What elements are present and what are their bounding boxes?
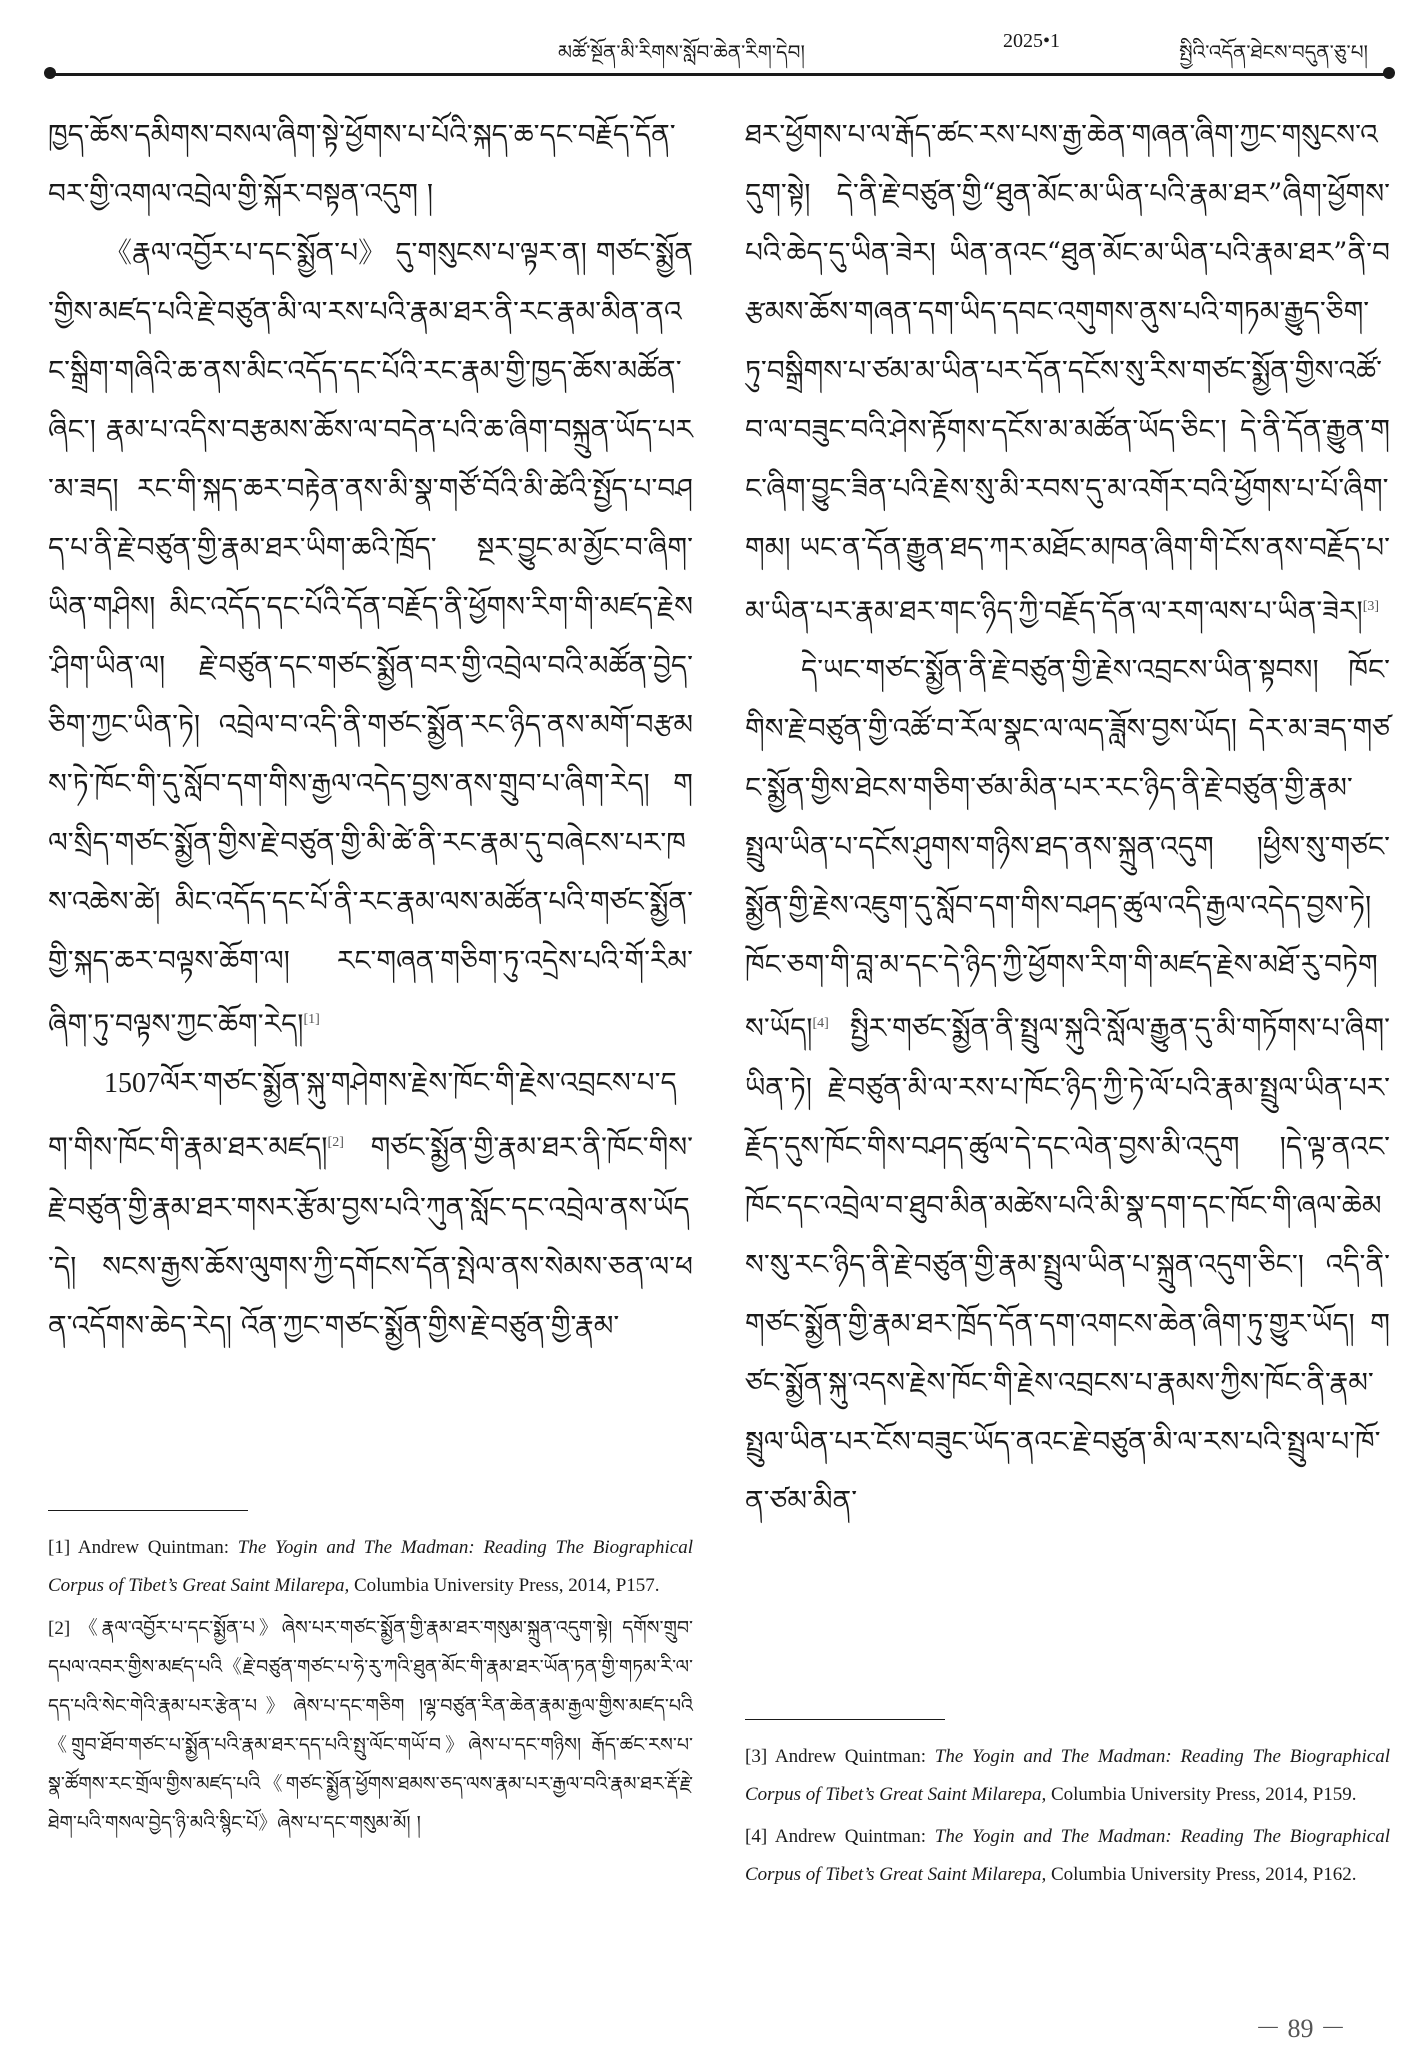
footnote-rule bbox=[745, 1719, 945, 1720]
footnote-ref: [3] bbox=[1362, 599, 1380, 614]
page-header bbox=[48, 22, 1388, 78]
body-paragraph: 1507ལོར་གཙང་སྨྱོན་སྐུ་གཤེགས་རྗེས་ཁོང་གི་རྗེས་འབྲངས་པ་དག་གིས་ཁོང་གི་རྣམ་ཐར་མཛད།[2] གཙང་སྨྱོན་གྱི་རྣམ་ཐར་ནི་ཁོང་གིས་རྗེ་བཙུན་གྱི་རྣམ་ཐར་གསར་རྩོམ་བྱས་པའི་ཀུན་སློང་དང་འབྲེལ་ནས་ཡོད་དེ། སངས་རྒྱས་ཆོས་ལུགས་ཀྱི་དགོངས་དོན་སྤེལ་ནས་སེམས་ཅན་ལ་ཕན་འདོགས་ཆེད་རེད། འོན་ཀྱང་གཙང་སྨྱོན་གྱིས་རྗེ་བཙུན་གྱི་རྣམ་ bbox=[48, 1068, 693, 1342]
footnote-ref: [4] bbox=[812, 1016, 829, 1032]
footnote: [2] 《རྣལ་འབྱོར་པ་དང་སྨྱོན་པ》ཞེས་པར་གཙང་སྨྱོན་གྱི་རྣམ་ཐར་གསུམ་སྐྲུན་འདུག་སྟེ། དགོས་གྲུབ་དཔལ་འབར་གྱིས་མཛད་པའི《རྗེ་བཙུན་གཙང་པ་ཧེ་རུ་ཀའི་ཐུན་མོང་གི་རྣམ་ཐར་ཡོན་ཏན་གྱི་གཏམ་རི་ལ་དད་པའི་སེང་གེའི་རྣམ་པར་རྩེན་པ》ཞེས་པ་དང་གཅིག །ལྷ་བཙུན་རིན་ཆེན་རྣམ་རྒྱལ་གྱིས་མཛད་པའི《གྲུབ་ཐོབ་གཙང་པ་སྨྱོན་པའི་རྣམ་ཐར་དད་པའི་སྤུ་ལོང་གཡོ་བ》ཞེས་པ་དང་གཉིས། རྒོད་ཚང་རས་པ་སྣ་ཚོགས་རང་གྲོལ་གྱིས་མཛད་པའི《གཙང་སྨྱོན་ཕྱོགས་ཐམས་ཅད་ལས་རྣམ་པར་རྒྱལ་བའི་རྣམ་ཐར་རྡོ་རྗེ་ཐེག་པའི་གསལ་བྱེད་ཉི་མའི་སྙིང་པོ》ཞེས་པ་དང་གསུམ་མོ། ། bbox=[48, 1617, 694, 1834]
left-footnotes bbox=[48, 1510, 693, 1847]
right-footnotes bbox=[745, 1719, 1390, 1898]
body-paragraph: 《རྣལ་འབྱོར་པ་དང་སྨྱོན་པ》 དུ་གསུངས་པ་ལྟར་ན། གཙང་སྨྱོན་གྱིས་མཛད་པའི་རྗེ་བཙུན་མི་ལ་རས་པའི་རྣམ་ཐར་ནི་རང་རྣམ་མིན་ནའང་སྒྲིག་གཞིའི་ཆ་ནས་མིང་འདོད་དང་པོའི་རང་རྣམ་གྱི་ཁྱད་ཆོས་མཚོན་ཞིང་། རྣམ་པ་འདིས་བརྩམས་ཆོས་ལ་བདེན་པའི་ཆ་ཞིག་བསྐྲུན་ཡོད་པར་མ་ཟད། རང་གི་སྐད་ཆར་བརྟེན་ནས་མི་སྣ་གཙོ་བོའི་མི་ཚེའི་སྤྱོད་པ་བཤད་པ་ནི་རྗེ་བཙུན་གྱི་རྣམ་ཐར་ཡིག་ཆའི་ཁྲོད་ སྔར་བྱུང་མ་མྱོང་བ་ཞིག་ཡིན་གཤིས། མིང་འདོད་དང་པོའི་དོན་བརྗོད་ནི་ཕྱོགས་རིག་གི་མཛད་རྗེས་ཤིག་ཡིན་ལ། རྗེ་བཙུན་དང་གཙང་སྨྱོན་བར་གྱི་འབྲེལ་བའི་མཚོན་བྱེད་ཅིག་ཀྱང་ཡིན་ཏེ། འབྲེལ་བ་འདི་ནི་གཙང་སྨྱོན་རང་ཉིད་ནས་མགོ་བརྩམས་ཏེ་ཁོང་གི་དུ་སློབ་དག་གིས་རྒྱལ་འདེད་བྱས་ནས་གྲུབ་པ་ཞིག་རེད། གལ་སྲིད་གཙང་སྨྱོན་གྱིས་རྗེ་བཙུན་གྱི་མི་ཚེ་ནི་རང་རྣམ་དུ་བཞེངས་པར་ཁས་འཆེས་ཚེ། མིང་འདོད་དང་པོ་ནི་རང་རྣམ་ལས་མཚོན་པའི་གཙང་སྨྱོན་གྱི་སྐད་ཆར་བལྟས་ཆོག་ལ། རང་གཞན་གཅིག་ཏུ་འདྲེས་པའི་གོ་རིམ་ཞིག་ཏུ་བལྟས་ཀྱང་ཆོག་རེད།[1] bbox=[48, 236, 693, 1041]
section-label: སྤྱིའི་འདོན་ཐེངས་བདུན་ཅུ་པ། bbox=[1179, 40, 1368, 64]
body-paragraph: ཁྱད་ཆོས་དམིགས་བསལ་ཞིག་སྟེ་ཕྱོགས་པ་པོའི་སྐད་ཆ་དང་བརྗོད་དོན་བར་གྱི་འགལ་འབྲེལ་གྱི་སྐོར་བསྟན་འདུག ། bbox=[48, 118, 676, 210]
issue-number: 2025•1 bbox=[1003, 30, 1061, 52]
footnote: [4] Andrew Quintman: The Yogin and The Madman: Reading The Biographical Corpus of Tibet’s Great Saint Milarepa, Columbia University Press, 2014, P162. bbox=[745, 1826, 1390, 1885]
footnote-ref: [2] bbox=[327, 1135, 344, 1151]
left-column bbox=[48, 105, 693, 1355]
footnote-rule bbox=[48, 1510, 248, 1511]
footnote: [1] Andrew Quintman: The Yogin and The Madman: Reading The Biographical Corpus of Tibet’s Great Saint Milarepa, Columbia University Press, 2014, P157. bbox=[48, 1537, 693, 1596]
body-paragraph: དེ་ཡང་གཙང་སྨྱོན་ནི་རྗེ་བཙུན་གྱི་རྗེས་འབྲངས་ཡིན་སྟབས། ཁོང་གིས་རྗེ་བཙུན་གྱི་འཚོ་བ་རོལ་སྣང་ལ་ལད་ཟློས་བྱས་ཡོད། དེར་མ་ཟད་གཙང་སྨྱོན་གྱིས་ཐེངས་གཅིག་ཙམ་མིན་པར་རང་ཉིད་ནི་རྗེ་བཙུན་གྱི་རྣམ་སྤྲུལ་ཡིན་པ་དངོས་ཤུགས་གཉིས་ཐད་ནས་སྐྲུན་འདུག །ཕྱིས་སུ་གཙང་སྨྱོན་གྱི་རྗེས་འཇུག་དུ་སློབ་དག་གིས་བཤད་ཚུལ་འདི་རྒྱལ་འདེད་བྱས་ཏེ། ཁོང་ཅག་གི་བླ་མ་དང་དེ་ཉིད་ཀྱི་ཕྱོགས་རིག་གི་མཛད་རྗེས་མཐོ་རུ་བཏེགས་ཡོད།[4] སྤྱིར་གཙང་སྨྱོན་ནི་སྤྲུལ་སྐུའི་སློལ་རྒྱུན་དུ་མི་གཏོགས་པ་ཞིག་ཡིན་ཏེ། རྗེ་བཙུན་མི་ལ་རས་པ་ཁོང་ཉིད་ཀྱི་ཏེ་ལོ་པའི་རྣམ་སྤྲུལ་ཡིན་པར་རྗོད་དུས་ཁོང་གིས་བཤད་ཚུལ་དེ་དང་ལེན་བྱས་མི་འདུག །དེ་ལྟ་ནའང་ཁོང་དང་འབྲེལ་བ་ཐུབ་མིན་མཚེས་པའི་མི་སྣ་དག་དང་ཁོང་གི་ཞལ་ཆེམས་སུ་རང་ཉིད་ནི་རྗེ་བཙུན་གྱི་རྣམ་སྤྲུལ་ཡིན་པ་སྐྲུན་འདུག་ཅིང་། འདི་ནི་གཙང་སྨྱོན་གྱི་རྣམ་ཐར་ཁྲོད་དོན་དག་འགངས་ཆེན་ཞིག་ཏུ་གྱུར་ཡོད། གཙང་སྨྱོན་སྐུ་འདས་རྗེས་ཁོང་གི་རྗེས་འབྲངས་པ་རྣམས་ཀྱིས་ཁོང་ནི་རྣམ་སྤྲུལ་ཡིན་པར་ངོས་བཟུང་ཡོད་ནའང་རྗེ་བཙུན་མི་ལ་རས་པའི་སྤྲུལ་པ་ཁོ་ན་ཙམ་མིན་ bbox=[745, 653, 1390, 1517]
journal-title: མཚོ་སྔོན་མི་རིགས་སློབ་ཆེན་རིག་དེབ། bbox=[558, 40, 805, 64]
page-number: － 89 － bbox=[1255, 2014, 1347, 2043]
header-rule-dot-left bbox=[44, 67, 56, 79]
right-column bbox=[745, 105, 1390, 1530]
body-paragraph: ཐར་ཕྱོགས་པ་ལ་རྒོད་ཚང་རས་པས་རྒྱ་ཆེན་གཞན་ཞིག་ཀྱང་གསུངས་འདུག་སྟེ། དེ་ནི་རྗེ་བཙུན་གྱི“ཐུན་མོང་མ་ཡིན་པའི་རྣམ་ཐར”ཞིག་ཕྱོགས་པའི་ཆེད་དུ་ཡིན་ཟེར། ཡིན་ནའང“ཐུན་མོང་མ་ཡིན་པའི་རྣམ་ཐར”ནི་བརྩམས་ཆོས་གཞན་དག་ཡིད་དབང་འགུགས་ནུས་པའི་གཏམ་རྒྱུད་ཅིག་ཏུ་བསྒྲིགས་པ་ཙམ་མ་ཡིན་པར་དོན་དངོས་སུ་རིས་གཙང་སྨྱོན་གྱིས་འཚོ་བ་ལ་བཟུང་བའི་ཤེས་རྟོགས་དངོས་མ་མཚོན་ཡོད་ཅིང་། དེ་ནི་དོན་རྒྱུན་གང་ཞིག་བྱུང་ཟིན་པའི་རྗེས་སུ་མི་རབས་དུ་མ་འགོར་བའི་ཕྱོགས་པ་པོ་ཞིག་གམ། ཡང་ན་དོན་རྒྱུན་ཐད་ཀར་མཐོང་མཁན་ཞིག་གི་ངོས་ནས་བརྗོད་པ་མ་ཡིན་པར་རྣམ་ཐར་གང་ཉིད་ཀྱི་བརྗོད་དོན་ལ་རག་ལས་པ་ཡིན་ཟེར།[3] bbox=[745, 118, 1390, 628]
header-rule bbox=[48, 73, 1388, 76]
header-rule-dot-right bbox=[1383, 67, 1395, 79]
footnote: [3] Andrew Quintman: The Yogin and The Madman: Reading The Biographical Corpus of Tibet’s Great Saint Milarepa, Columbia University Press, 2014, P159. bbox=[745, 1746, 1390, 1805]
footnote-ref: [1] bbox=[303, 1012, 320, 1027]
